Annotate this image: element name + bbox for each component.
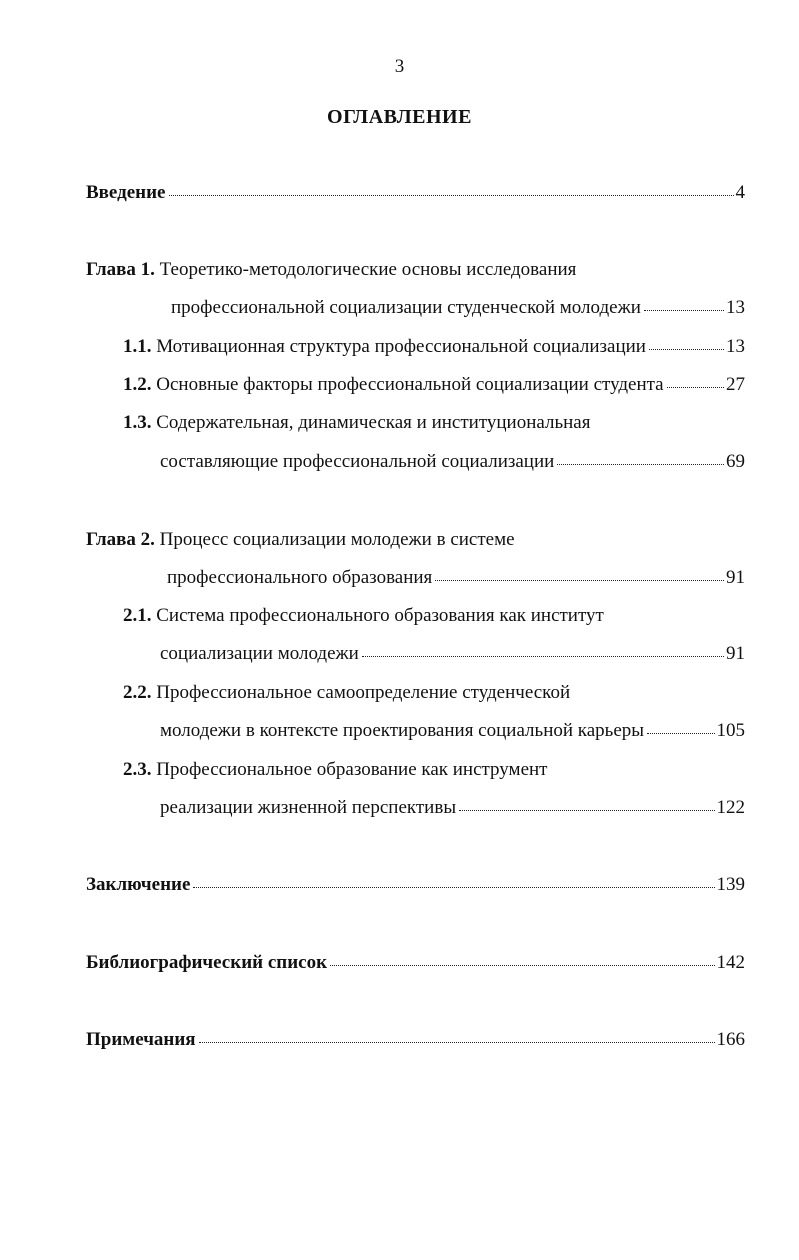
dot-leader bbox=[667, 386, 724, 388]
dot-leader bbox=[193, 886, 714, 888]
section-title: Содержательная, динамическая и институциональная bbox=[156, 412, 591, 433]
bibliography-page: 142 bbox=[716, 952, 745, 973]
section-title: Система профессионального образования как институт bbox=[156, 605, 604, 626]
chapter2-title-line2: профессионального образования bbox=[167, 567, 433, 588]
bibliography-label: Библиографический список bbox=[86, 952, 328, 973]
dot-leader bbox=[649, 348, 724, 350]
notes-label: Примечания bbox=[86, 1029, 196, 1050]
toc-entry-section-2-1-heading[interactable] bbox=[123, 604, 604, 628]
section-number: 1.3. bbox=[123, 412, 152, 433]
toc-entry-bibliography[interactable] bbox=[86, 951, 745, 975]
section-title-line2: социализации молодежи bbox=[160, 643, 359, 664]
dot-leader bbox=[199, 1041, 715, 1043]
section-page: 122 bbox=[716, 797, 745, 818]
section-title-line2: составляющие профессиональной социализации bbox=[160, 451, 555, 472]
conclusion-label: Заключение bbox=[86, 874, 191, 895]
toc-entry-intro[interactable] bbox=[86, 181, 745, 205]
toc-entry-section-1-3-heading[interactable] bbox=[123, 411, 590, 435]
section-title: Мотивационная структура профессиональной социализации bbox=[156, 336, 646, 357]
toc-entry-section-2-2[interactable] bbox=[160, 719, 745, 743]
section-title-line2: реализации жизненной перспективы bbox=[160, 797, 457, 818]
section-title: Основные факторы профессиональной социализации студента bbox=[156, 374, 664, 395]
notes-page: 166 bbox=[716, 1029, 745, 1050]
chapter2-page: 91 bbox=[726, 567, 745, 588]
dot-leader bbox=[557, 463, 724, 465]
chapter1-title-line1: Теоретико-методологические основы исследования bbox=[159, 259, 577, 280]
toc-entry-chapter1-heading[interactable] bbox=[86, 258, 576, 282]
section-number: 2.1. bbox=[123, 605, 152, 626]
dot-leader bbox=[362, 655, 724, 657]
toc-entry-section-2-2-heading[interactable] bbox=[123, 681, 570, 705]
section-page: 13 bbox=[726, 336, 745, 357]
toc-entry-section-1-1[interactable] bbox=[123, 335, 745, 359]
toc-title: ОГЛАВЛЕНИЕ bbox=[327, 106, 472, 128]
dot-leader bbox=[169, 194, 734, 196]
dot-leader bbox=[459, 809, 714, 811]
section-number: 2.2. bbox=[123, 682, 152, 703]
chapter2-title-line1: Процесс социализации молодежи в системе bbox=[159, 529, 515, 550]
intro-page: 4 bbox=[735, 182, 745, 203]
section-number: 2.3. bbox=[123, 759, 152, 780]
chapter2-prefix: Глава 2. bbox=[86, 529, 155, 550]
toc-entry-chapter2[interactable] bbox=[167, 566, 745, 590]
dot-leader bbox=[330, 964, 714, 966]
section-title: Профессиональное самоопределение студенческой bbox=[156, 682, 571, 703]
dot-leader bbox=[435, 579, 724, 581]
dot-leader bbox=[644, 309, 724, 311]
conclusion-page: 139 bbox=[716, 874, 745, 895]
intro-label: Введение bbox=[86, 182, 166, 203]
toc-entry-conclusion[interactable] bbox=[86, 873, 745, 897]
section-number: 1.1. bbox=[123, 336, 152, 357]
section-page: 69 bbox=[726, 451, 745, 472]
toc-entry-notes[interactable] bbox=[86, 1028, 745, 1052]
toc-entry-chapter1[interactable] bbox=[171, 296, 745, 320]
toc-entry-section-2-3[interactable] bbox=[160, 796, 745, 820]
dot-leader bbox=[647, 732, 714, 734]
section-page: 91 bbox=[726, 643, 745, 664]
chapter1-title-line2: профессиональной социализации студенческой молодежи bbox=[171, 297, 641, 318]
section-title-line2: молодежи в контексте проектирования социальной карьеры bbox=[160, 720, 645, 741]
section-number: 1.2. bbox=[123, 374, 152, 395]
toc-entry-chapter2-heading[interactable] bbox=[86, 528, 515, 552]
section-page: 27 bbox=[726, 374, 745, 395]
toc-entry-section-2-1[interactable] bbox=[160, 642, 745, 666]
page-number: 3 bbox=[394, 56, 405, 77]
section-title: Профессиональное образование как инструмент bbox=[156, 759, 548, 780]
chapter1-prefix: Глава 1. bbox=[86, 259, 155, 280]
section-page: 105 bbox=[716, 720, 745, 741]
toc-entry-section-2-3-heading[interactable] bbox=[123, 758, 547, 782]
toc-entry-section-1-2[interactable] bbox=[123, 373, 745, 397]
toc-entry-section-1-3[interactable] bbox=[160, 450, 745, 474]
chapter1-page: 13 bbox=[726, 297, 745, 318]
